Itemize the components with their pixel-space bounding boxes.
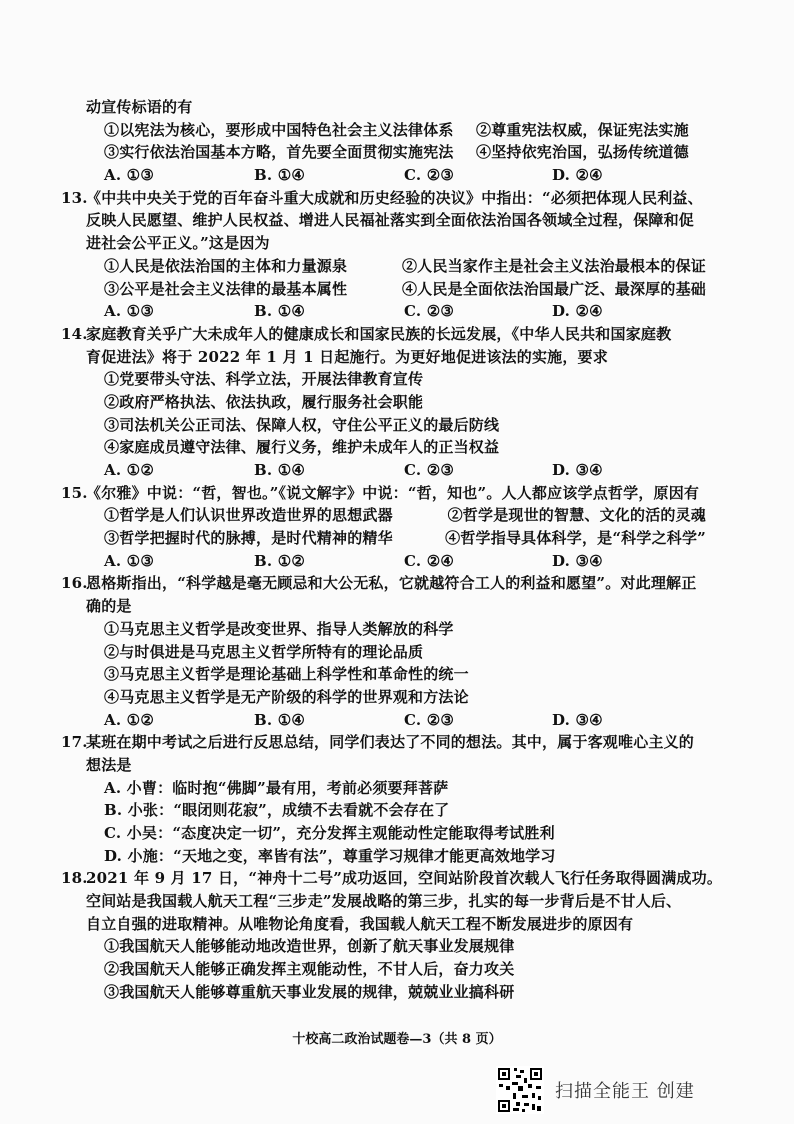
q16-option-c: C. ②③ xyxy=(404,710,455,729)
q14-stem-text-1: 家庭教育关乎广大未成年人的健康成长和国家民族的长远发展，《中华人民共和国家庭教 xyxy=(86,324,672,343)
q14-option-c: C. ②③ xyxy=(404,461,455,479)
q16-item-3: ③马克思主义哲学是理论基础上科学性和革命性的统一 xyxy=(104,665,469,684)
q13-stem-1: 13.《中共中央关于党的百年奋斗重大成就和历史经验的决议》中指出：“必须把体现人民利益、 xyxy=(61,188,703,207)
q16-item-2: ②与时俱进是马克思主义哲学所特有的理论品质 xyxy=(104,642,424,661)
q16-option-d: D. ③④ xyxy=(552,710,603,729)
q17-option-d: D. 小施：“天地之变，率皆有法”，尊重学习规律才能更高效地学习 xyxy=(104,846,556,865)
q16-item-1: ①马克思主义哲学是改变世界、指导人类解放的科学 xyxy=(104,619,454,638)
q15-options xyxy=(86,550,706,573)
q15-stem-1: 15.《尔雅》中说：“哲，智也。”《说文解字》中说：“哲，知也”。人人都应该学点哲学，原因有 xyxy=(61,483,700,502)
q18-stem-1: 18.2021 年 9 月 17 日，“神舟十二号”成功返回，空间站阶段首次载人飞行任务取得圆满成功。 xyxy=(61,869,723,888)
q18-stem-3: 自立自强的进取精神。从唯物论角度看，我国载人航天工程不断发展进步的原因有 xyxy=(86,914,634,933)
q18-stem-2: 空间站是我国载人航天工程“三步走”发展战略的第三步，扎实的每一步背后是不甘人后、 xyxy=(86,892,682,911)
q16-stem-1: 16.恩格斯指出，“科学越是毫无顾忌和大公无私，它就越符合工人的利益和愿望”。对此理解正 xyxy=(61,574,697,593)
q15-option-a: A. ①③ xyxy=(104,551,154,570)
q13-item-3: ③公平是社会主义法律的最基本属性 xyxy=(104,279,348,298)
q13-option-b: B. ①④ xyxy=(254,302,306,321)
q14-item-2: ②政府严格执法、依法执政，履行服务社会职能 xyxy=(104,392,424,411)
q16-option-b: B. ①④ xyxy=(254,710,306,729)
q13-stem-3: 进社会公平正义。”这是因为 xyxy=(86,234,270,253)
q13-option-d: D. ②④ xyxy=(552,302,603,321)
q17-option-c: C. 小吴：“态度决定一切”，充分发挥主观能动性定能取得考试胜利 xyxy=(104,824,555,842)
q13-option-a: A. ①③ xyxy=(104,302,154,321)
q14-option-d: D. ③④ xyxy=(552,461,603,479)
q16-stem-text-1: 恩格斯指出，“科学越是毫无顾忌和大公无私，它就越符合工人的利益和愿望”。对此理解正 xyxy=(86,574,697,593)
q14-option-a: A. ①② xyxy=(104,461,154,479)
q17-option-a: A. 小曹：临时抱“佛脚”最有用，考前必须要拜菩萨 xyxy=(104,778,449,797)
q17-stem-text-1: 某班在期中考试之后进行反思总结，同学们表达了不同的想法。其中，属于客观唯心主义的 xyxy=(86,733,695,752)
q15-item-1: ①哲学是人们认识世界改造世界的思想武器 xyxy=(104,506,393,525)
q12-option-b: B. ①④ xyxy=(254,166,306,185)
q12-item-4: ④坚持依宪治国，弘扬传统道德 xyxy=(476,143,689,162)
q15-items-row-2 xyxy=(86,527,706,550)
q12-items-row-2 xyxy=(86,141,706,164)
q12-item-1: ①以宪法为核心，要形成中国特色社会主义法律体系 xyxy=(104,120,454,139)
q15-item-3: ③哲学把握时代的脉搏，是时代精神的精华 xyxy=(104,529,393,548)
q14-option-b: B. ①④ xyxy=(254,461,306,479)
q12-options xyxy=(86,164,706,187)
q17-option-b: B. 小张：“眼闭则花寂”，成绩不去看就不会存在了 xyxy=(104,801,450,820)
q15-option-b: B. ①② xyxy=(254,551,306,570)
q12-stem-end: 动宣传标语的有 xyxy=(86,98,193,116)
q16-options xyxy=(86,709,706,732)
q14-options xyxy=(86,459,706,482)
q15-items-row-1 xyxy=(86,504,706,527)
scanner-watermark: 扫描全能王 创建 xyxy=(555,1081,695,1102)
q16-option-a: A. ①② xyxy=(104,710,154,729)
q12-items-row-1 xyxy=(86,119,706,142)
q12-option-c: C. ②③ xyxy=(404,166,455,185)
q14-item-1: ①党要带头守法、科学立法，开展法律教育宣传 xyxy=(104,370,424,389)
q13-options xyxy=(86,300,706,323)
q15-item-4: ④哲学指导具体科学，是“科学之科学” xyxy=(445,529,706,548)
q12-item-3: ③实行依法治国基本方略，首先要全面贯彻实施宪法 xyxy=(104,143,454,162)
q14-stem-2: 育促进法》将于 2022 年 1 月 1 日起施行。为更好地促进该法的实施，要求 xyxy=(86,347,608,366)
page-footer: 十校高二政治试题卷—3（共 8 页） xyxy=(292,1032,502,1047)
q13-items-row-1 xyxy=(86,255,706,278)
q17-stem-2: 想法是 xyxy=(86,755,132,774)
q12-item-2: ②尊重宪法权威，保证宪法实施 xyxy=(476,120,689,139)
q13-item-1: ①人民是依法治国的主体和力量源泉 xyxy=(104,256,348,275)
q17-stem-1: 17.某班在期中考试之后进行反思总结，同学们表达了不同的想法。其中，属于客观唯心主义的 xyxy=(61,733,695,752)
q18-item-2: ②我国航天人能够正确发挥主观能动性，不甘人后，奋力攻关 xyxy=(104,960,515,979)
q13-item-2: ②人民当家作主是社会主义法治最根本的保证 xyxy=(401,256,706,275)
q16-item-4: ④马克思主义哲学是无产阶级的科学的世界观和方法论 xyxy=(104,687,469,706)
q15-stem-text-1: 《尔雅》中说：“哲，智也。”《说文解字》中说：“哲，知也”。人人都应该学点哲学，原因有 xyxy=(86,483,700,502)
q12-option-a: A. ①③ xyxy=(104,166,154,185)
q18-item-3: ③我国航天人能够尊重航天事业发展的规律，兢兢业业搞科研 xyxy=(104,982,515,1001)
q13-items-row-2 xyxy=(86,278,706,301)
q18-stem-text-1: 2021 年 9 月 17 日，“神舟十二号”成功返回，空间站阶段首次载人飞行任务取得圆满成功。 xyxy=(86,869,723,888)
q13-option-c: C. ②③ xyxy=(404,302,455,321)
q13-stem-2: 反映人民愿望、维护人民权益、增进人民福祉落实到全面依法治国各领域全过程，保障和促 xyxy=(86,211,695,230)
q15-option-c: C. ②④ xyxy=(404,551,455,570)
question-content xyxy=(61,96,723,1004)
q14-stem-1: 14.家庭教育关乎广大未成年人的健康成长和国家民族的长远发展，《中华人民共和国家庭教 xyxy=(61,324,672,343)
q14-item-4: ④家庭成员遵守法律、履行义务，维护未成年人的正当权益 xyxy=(104,438,500,457)
q13-stem-text-1: 《中共中央关于党的百年奋斗重大成就和历史经验的决议》中指出：“必须把体现人民利益、 xyxy=(86,188,703,207)
q15-option-d: D. ③④ xyxy=(552,551,603,570)
q15-item-2: ②哲学是现世的智慧、文化的活的灵魂 xyxy=(447,506,706,525)
q18-item-1: ①我国航天人能够能动地改造世界，创新了航天事业发展规律 xyxy=(104,937,515,956)
q12-option-d: D. ②④ xyxy=(552,166,603,185)
qr-code-icon xyxy=(496,1066,544,1114)
q14-item-3: ③司法机关公正司法、保障人权，守住公平正义的最后防线 xyxy=(104,415,500,434)
q13-item-4: ④人民是全面依法治国最广泛、最深厚的基础 xyxy=(401,279,706,298)
q16-stem-2: 确的是 xyxy=(86,597,132,616)
